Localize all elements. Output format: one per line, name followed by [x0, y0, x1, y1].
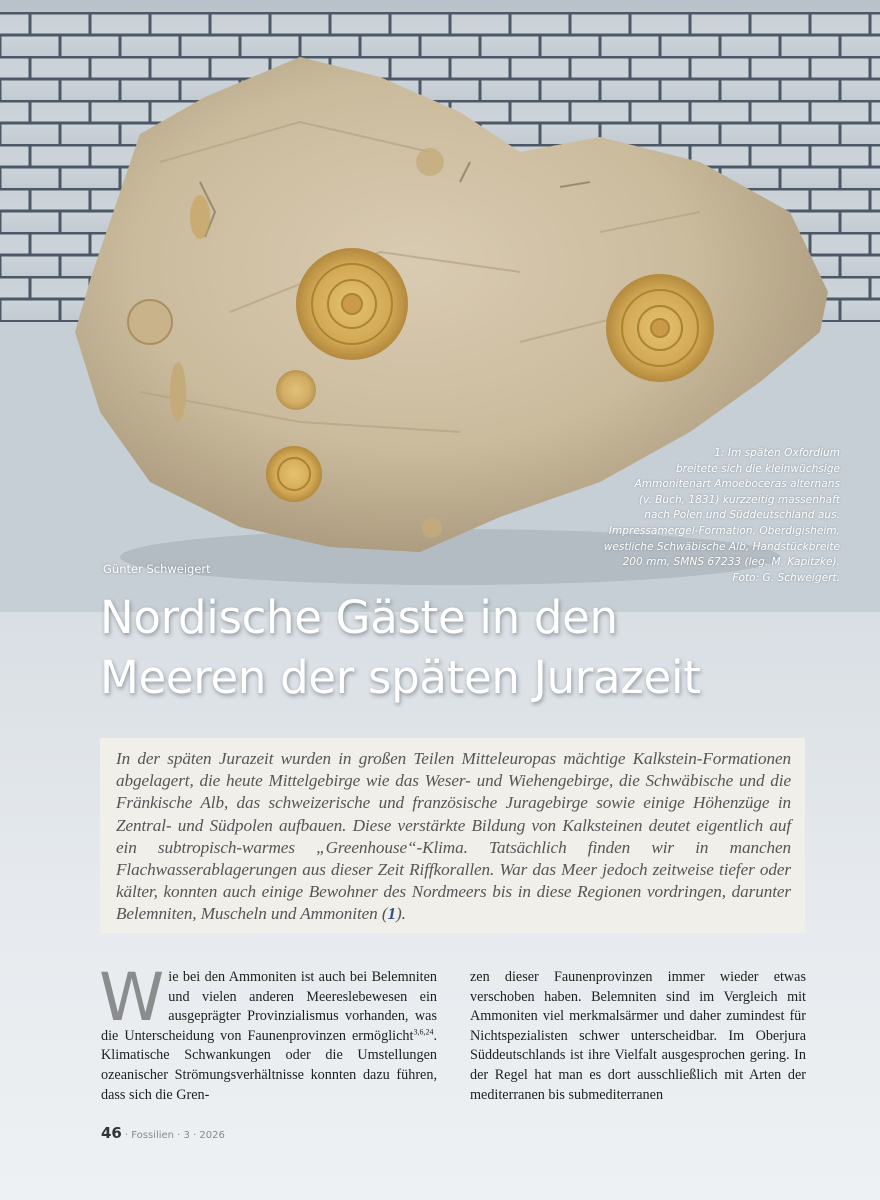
figure-reference-link[interactable]: 1	[387, 904, 396, 924]
lead-box	[100, 738, 805, 933]
page-footer	[101, 1124, 225, 1142]
article-title	[100, 588, 701, 708]
body-text: ie bei den Ammoniten ist auch bei Belemniten und vielen anderen Meereslebewesen ein ausgeprägter Provinzialismus vorhanden, was die Unterscheidung von Faunenprovinzen ermöglicht	[101, 969, 437, 1044]
caption-line: nach Polen und Süddeutschland aus.	[644, 509, 840, 522]
body-paragraph	[99, 959, 437, 1105]
caption-line: 1: Im späten Oxfordium	[714, 447, 840, 459]
caption-line: (v. Buch, 1831) kurzzeitig massenhaft	[638, 493, 840, 506]
caption-line: breitete sich die kleinwüchsige	[675, 462, 840, 475]
page-number: 46	[101, 1124, 122, 1142]
body-text-cont: . Klimatische Schwankungen oder die Umstellungen ozeanischer Strömungsverhältnisse konnten dazu führen, dass sich die Gren-	[101, 1027, 437, 1103]
body-column-2	[470, 968, 806, 1105]
title-line-2: Meeren der späten Jurazeit	[100, 651, 701, 704]
caption-line: Impressamergel-Formation, Oberdigisheim,	[608, 524, 840, 537]
journal-issue: · Fossilien · 3 · 2026	[124, 1130, 225, 1141]
body-paragraph: zen dieser Faunenprovinzen immer wieder etwas verschoben haben. Belemniten sind im Vergleich mit Ammoniten viel merkmalsärmer und daher zumindest für Nichtspezialisten schwer unterscheidbar. Im Oberjura Süddeutschlands ist ihre Vielfalt ausgesprochen gering. In der Regel hat man es dort ausschließlich mit Arten der mediterranen bis submediterranen	[470, 969, 806, 1103]
lead-text-end: ).	[396, 904, 406, 924]
photo-caption	[510, 446, 840, 586]
title-line-1: Nordische Gäste in den	[100, 591, 618, 644]
caption-line: 200 mm, SMNS 67233 (leg. M. Kapitzke).	[622, 556, 840, 569]
caption-line: Foto: G. Schweigert.	[732, 571, 840, 584]
body-column-1	[99, 959, 437, 1105]
caption-line: westliche Schwäbische Alb, Handstückbreite	[603, 540, 840, 553]
drop-cap: W	[99, 959, 165, 1036]
citation-superscript: 3,6,24	[413, 1027, 434, 1037]
author-name: Günter Schweigert	[103, 562, 211, 576]
lead-text: In der späten Jurazeit wurden in großen Teilen Mitteleuropas mächtige Kalkstein-Formationen abgelagert, die heute Mittelgebirge wie das Weser- und Wiehengebirge, die Schwäbische und die Fränkische Alb, das schweizerische und französische Juragebirge sowie einige Höhenzüge in Zentral- und Südpolen aufbauen. Diese verstärkte Bildung von Kalksteinen deutet eigentlich auf ein subtropisch-warmes „Greenhouse“-Klima. Tatsächlich finden wir in manchen Flachwasserablagerungen aus dieser Zeit Riffkorallen. War das Meer jedoch zeitweise tiefer oder kälter, konnten auch einige Bewohner des Nordmeers bis in diese Regionen vordringen, darunter Belemniten, Muscheln und Ammoniten (	[116, 749, 791, 924]
lead-paragraph	[116, 748, 791, 926]
caption-line: Ammonitenart Amoeboceras alternans	[634, 478, 840, 491]
